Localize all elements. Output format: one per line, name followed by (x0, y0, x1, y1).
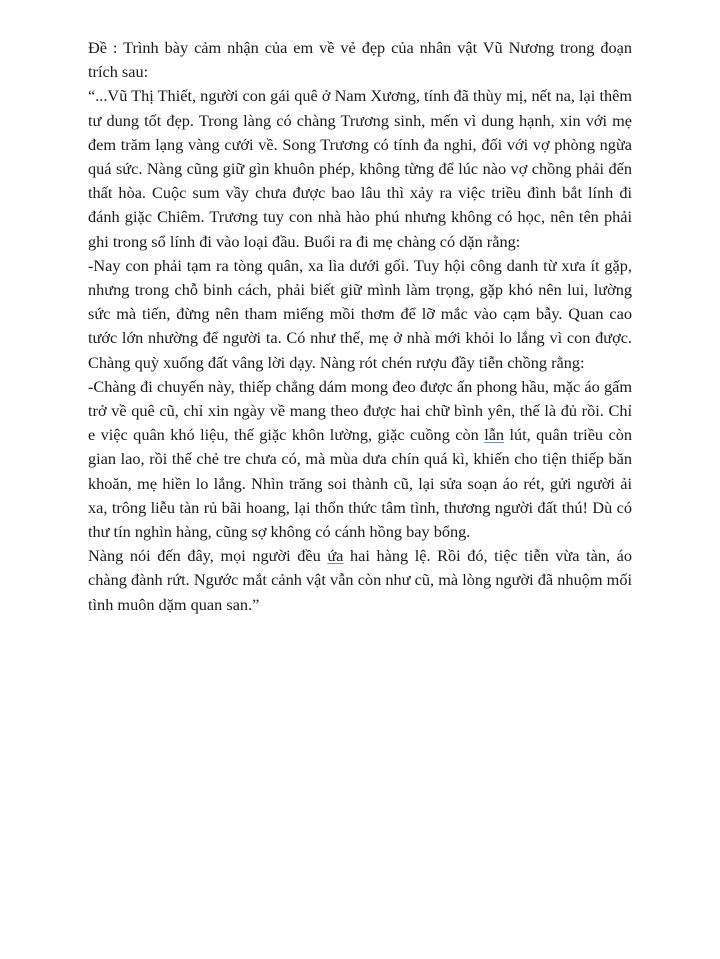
excerpt-paragraph-1 (88, 84, 632, 253)
paragraph-text: -Nay con phải tạm ra tòng quân, xa lìa dưới gối. Tuy hội công danh từ xưa ít gặp, nhưng trong chỗ binh cách, phải biết giữ mình làm trọng, gặp khó nên lui, lường sức mà tiến, đừng nên tham miếng mồi thơm để lỡ mắc vào cạm bẫy. Quan cao tước lớn nhường để người ta. Có như thế, mẹ ở nhà mới khỏi lo lắng vì con được. Chàng quỳ xuống đất vâng lời dạy. Nàng rót chén rượu đầy tiễn chồng rằng: (88, 255, 632, 372)
excerpt-paragraph-3 (88, 375, 632, 544)
paragraph-text: lút, quân triều còn gian lao, rồi thế chẻ tre chưa có, mà mùa dưa chín quá kì, khiến cho tiện thiếp băn khoăn, mẹ hiền lo lắng. Nhìn trăng soi thành cũ, lại sửa soạn áo rét, gửi người ải xa, trông liễu tàn rủ bãi hoang, lại thổn thức tâm tình, thương người đất thú! Dù có thư tín nghìn hàng, cũng sợ không có cánh hồng bay bổng. (88, 425, 632, 542)
paragraph-text: “...Vũ Thị Thiết, người con gái quê ở Nam Xương, tính đã thùy mị, nết na, lại thêm tư dung tốt đẹp. Trong làng có chàng Trương sinh, mến vì dung hạnh, xin với mẹ đem trăm lạng vàng cưới về. Song Trương có tính đa nghi, đối với vợ phòng ngừa quá sức. Nàng cũng giữ gìn khuôn phép, không từng để lúc nào vợ chồng phải đến thất hòa. Cuộc sum vầy chưa được bao lâu thì xảy ra việc triều đình bắt lính đi đánh giặc Chiêm. Trương tuy con nhà hào phú nhưng không có học, nên tên phải ghi trong sổ lính đi vào loại đầu. Buổi ra đi mẹ chàng có dặn rằng: (88, 86, 632, 251)
paragraph-text: -Chàng đi chuyến này, thiếp chẳng dám mong đeo được ấn phong hầu, mặc áo gấm trở về quê cũ, chỉ xin ngày về mang theo được hai chữ bình yên, thế là đủ rồi. Chỉ e việc quân khó liệu, thế giặc khôn lường, giặc cuồng còn (88, 376, 632, 445)
spellcheck-underlined-word: ứa (327, 546, 344, 566)
spellcheck-underlined-word: lẫn (484, 425, 505, 445)
prompt-text: Đề : Trình bày cảm nhận của em về vẻ đẹp của nhân vật Vũ Nương trong đoạn trích sau: (88, 38, 632, 82)
excerpt-paragraph-4 (88, 544, 632, 617)
document-body (88, 36, 632, 617)
paragraph-text: hai hàng lệ. Rồi đó, tiệc tiễn vừa tàn, áo chàng đành rứt. Ngước mắt cảnh vật vẫn còn như cũ, mà lòng người đã nhuộm mối tình muôn dặm quan san.” (88, 546, 632, 614)
excerpt-paragraph-2 (88, 254, 632, 375)
paragraph-text: Nàng nói đến đây, mọi người đều (88, 546, 328, 566)
